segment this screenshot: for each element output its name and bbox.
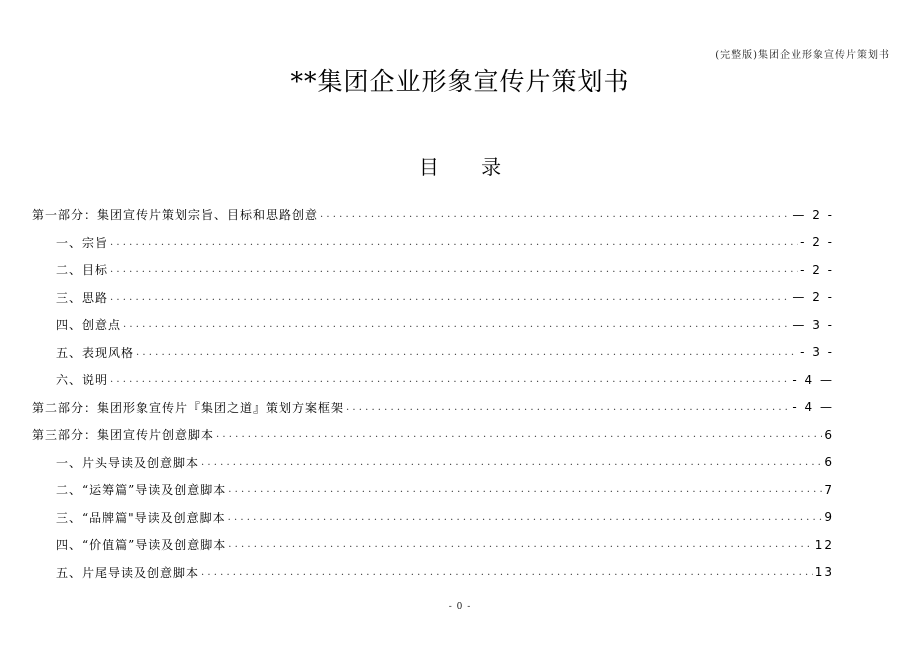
running-header: (完整版)集团企业形象宣传片策划书 (715, 50, 890, 61)
page-number: - 0 - (448, 602, 472, 612)
toc-entry[interactable] (32, 449, 834, 477)
toc-entry-label: 二、“运筹篇”导读及创意脚本 (56, 483, 227, 498)
document-title: **集团企业形象宣传片策划书 (290, 67, 630, 96)
toc-entry[interactable] (32, 421, 834, 449)
toc-entry-label: 五、表现风格 (56, 345, 135, 360)
toc-dot-leader (320, 209, 790, 220)
toc-dot-leader (346, 402, 790, 413)
toc-entry-page: - 4 — (792, 400, 834, 415)
toc-entry[interactable] (32, 559, 834, 587)
toc-entry-label: 二、目标 (56, 263, 109, 278)
toc-dot-leader (110, 292, 790, 303)
toc-entry-label: 第二部分：集团形象宣传片『集团之道』策划方案框架 (32, 400, 345, 415)
toc-entry[interactable] (32, 256, 834, 284)
toc-entry[interactable] (32, 339, 834, 367)
toc-dot-leader (228, 484, 822, 495)
toc-entry-page: — 3 - (792, 317, 834, 332)
toc-entry-page: - 2 - (800, 235, 834, 250)
toc-dot-leader (216, 429, 822, 440)
toc-entry[interactable] (32, 366, 834, 394)
toc-entry-page: 9 (824, 510, 834, 525)
toc-entry[interactable] (32, 531, 834, 559)
toc-dot-leader (136, 347, 798, 358)
toc-entry-page: — 2 - (792, 207, 834, 222)
toc-entry-label: 第三部分：集团宣传片创意脚本 (32, 428, 215, 443)
toc-entry-page: - 4 — (792, 372, 834, 387)
toc-dot-leader (201, 457, 822, 468)
toc-entry[interactable] (32, 476, 834, 504)
toc-dot-leader (110, 237, 798, 248)
toc-entry-label: 四、“价值篇”导读及创意脚本 (56, 538, 227, 553)
toc-entry-page: 6 (824, 455, 834, 470)
toc-dot-leader (228, 512, 823, 523)
toc-entry-label: 六、说明 (56, 373, 109, 388)
toc-entry-page: - 3 - (800, 345, 834, 360)
toc-entry[interactable] (32, 311, 834, 339)
toc-entry[interactable] (32, 201, 834, 229)
toc-entry-label: 第一部分：集团宣传片策划宗旨、目标和思路创意 (32, 208, 319, 223)
toc-dot-leader (110, 374, 790, 385)
toc-entry-label: 一、宗旨 (56, 235, 109, 250)
toc-entry-page: 12 (814, 537, 834, 552)
toc-entry-label: 三、“品牌篇"导读及创意脚本 (56, 510, 226, 525)
toc-entry[interactable] (32, 229, 834, 257)
toc-entry-page: - 2 - (800, 262, 834, 277)
toc-entry-page: 13 (814, 565, 834, 580)
toc-entry[interactable] (32, 504, 834, 532)
toc-dot-leader (201, 567, 813, 578)
toc-entry-label: 四、创意点 (56, 318, 122, 333)
toc-dot-leader (228, 539, 812, 550)
toc-entry-label: 一、片头导读及创意脚本 (56, 455, 200, 470)
toc-entry-page: 7 (824, 482, 834, 497)
toc-heading: 目 录 (418, 155, 520, 179)
toc-entry-label: 五、片尾导读及创意脚本 (56, 565, 200, 580)
toc-entry-page: — 2 - (792, 290, 834, 305)
toc-entry-label: 三、思路 (56, 290, 109, 305)
table-of-contents (32, 201, 834, 586)
toc-dot-leader (110, 264, 798, 275)
toc-entry[interactable] (32, 284, 834, 312)
toc-dot-leader (123, 319, 790, 330)
toc-entry[interactable] (32, 394, 834, 422)
toc-entry-page: 6 (824, 427, 834, 442)
